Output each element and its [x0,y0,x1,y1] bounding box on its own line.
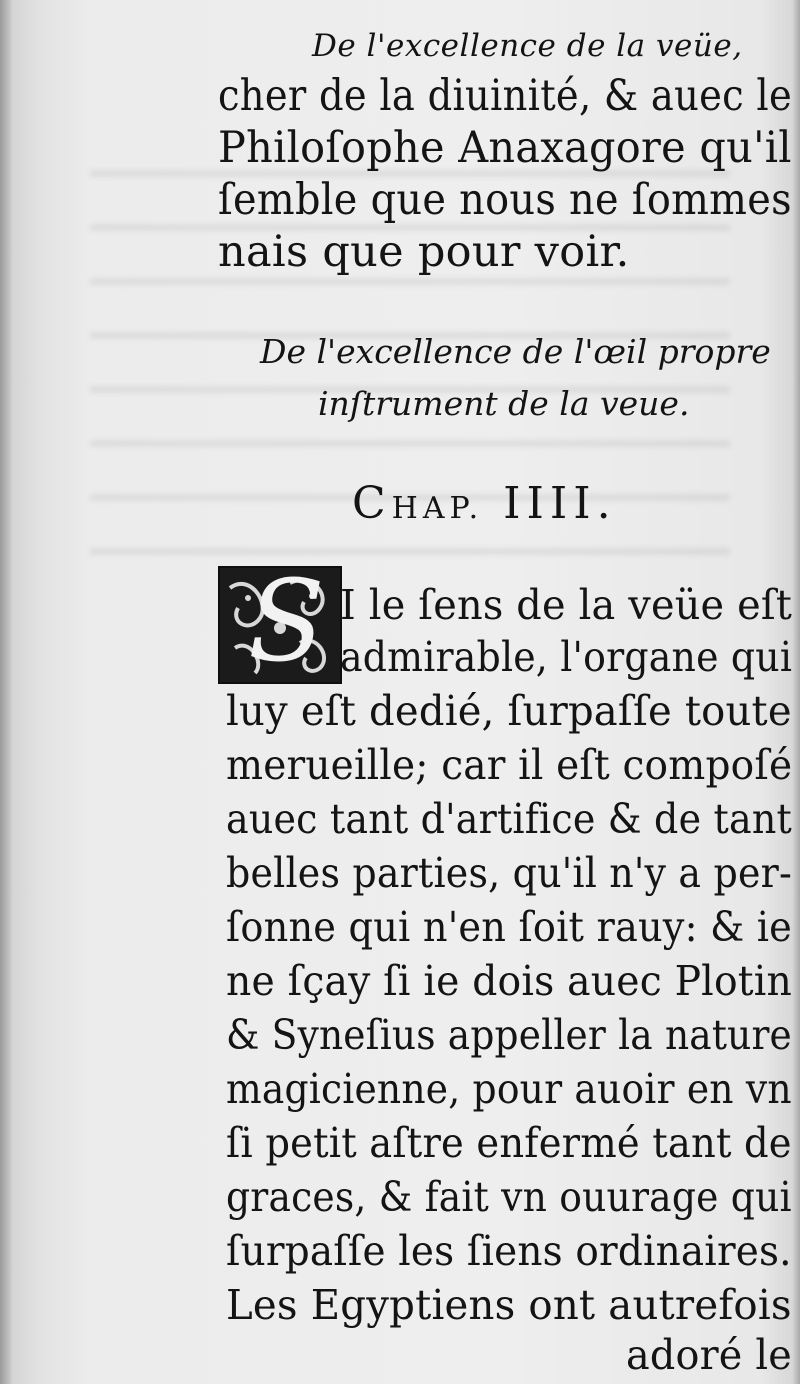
chapter-number: IIII. [503,478,617,529]
text-line: Les Egyptiens ont autrefois [226,1281,792,1329]
catchword: adoré le [626,1331,792,1379]
text-line: ſi petit aſtre enfermé tant de [226,1119,792,1167]
text-line: graces, & fait vn ouurage qui [226,1173,792,1221]
text-line: Philoſophe Anaxagore qu'il [218,123,792,173]
text-line: nais que pour voir. [218,227,630,277]
text-line: magicienne, pour auoir en vn [226,1065,792,1113]
section-heading-line-2: inſtrument de la veue. [318,384,690,423]
page-gutter-shadow [0,0,12,1384]
chapter-label: HAP. [391,491,484,526]
running-head: De l'excellence de la veüe, [312,28,743,64]
drop-cap-letter: S [248,566,325,684]
chapter-heading [352,478,617,529]
section-heading-line-1: De l'excellence de l'œil propre [260,332,771,371]
text-line: ſemble que nous ne ſommes [218,175,792,225]
text-line: merueille; car il eſt compoſé [226,741,793,789]
page-edge-shadow [792,0,800,1384]
text-line: ſonne qui n'en ſoit rauy: & ie [226,903,793,951]
text-line: I le ſens de la veüe eſt [340,581,793,629]
text-line: & Syneſius appeller la nature [226,1011,792,1059]
text-line: ne ſçay ſi ie dois auec Plotin [226,957,792,1005]
chapter-label-initial: C [352,478,392,529]
text-line: luy eſt dedié, ſurpaſſe toute [226,687,792,735]
text-line: belles parties, qu'il n'y a per- [226,849,792,897]
ornamental-drop-cap [218,566,342,684]
text-line: ſurpaſſe les ſiens ordinaires. [226,1227,792,1275]
text-line: cher de la diuinité, & auec le [218,71,793,121]
text-line: auec tant d'artifice & de tant [226,795,792,843]
text-line: admirable, l'organe qui [340,633,793,681]
